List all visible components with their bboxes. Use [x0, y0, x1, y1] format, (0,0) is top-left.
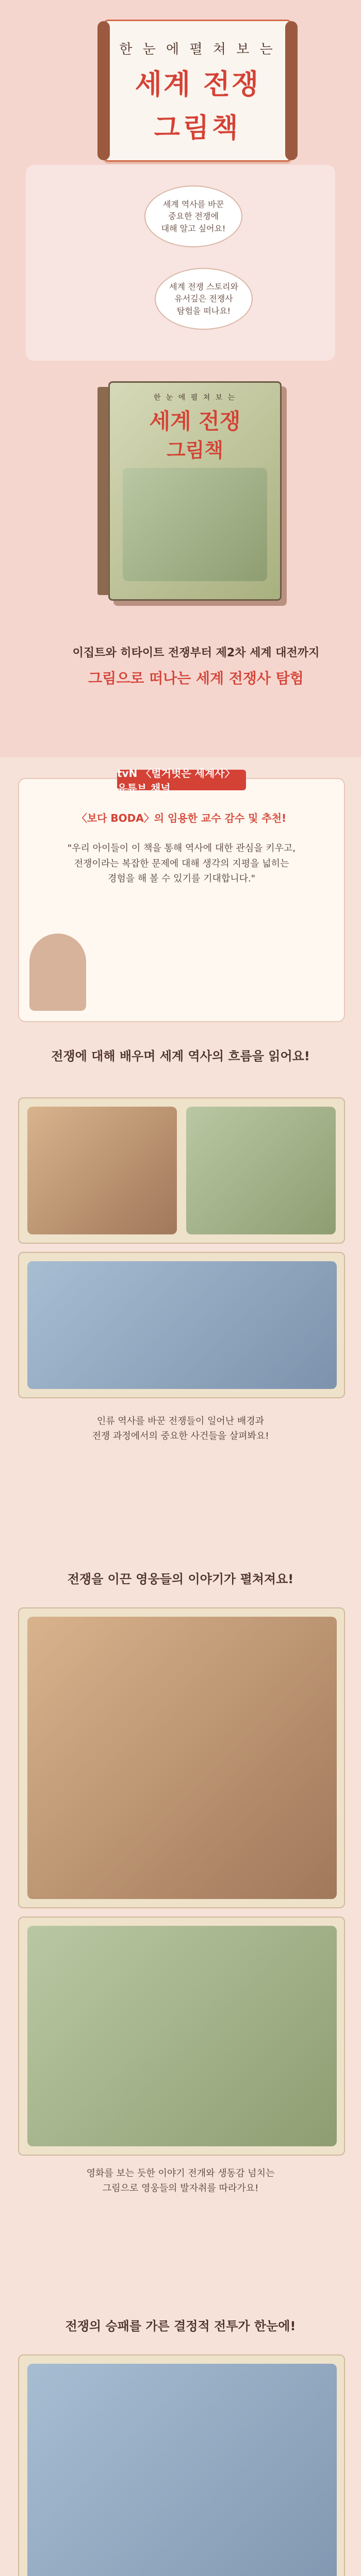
- sample-scene-ancient-war: [27, 1107, 177, 1234]
- recommendation-panel: [18, 767, 345, 1022]
- book-cover-subtitle: 그림책: [166, 439, 224, 462]
- recommendation-quote: "우리 아이들이 이 책을 통해 역사에 대한 관심을 키우고, 전쟁이라는 복잡한 문제에 대해 생각의 지평을 넓히는 경험을 해 볼 수 있기를 기대합니다.": [67, 843, 296, 885]
- sample-scene-naval-battle: [27, 1261, 337, 1389]
- sample-spread-2: [18, 1252, 345, 1398]
- recommendation-subtitle: 〈보다 BODA〉의 임용한 교수 감수 및 추천!: [76, 812, 287, 824]
- sample-spread-1: [18, 1097, 345, 1244]
- book-cover-image: [108, 381, 282, 601]
- hero-story-illustration-2: [27, 1926, 337, 2146]
- hero-story-illustration-1: [27, 1617, 337, 1899]
- recommendation-section: [0, 757, 361, 1087]
- battle-spread-1: [18, 2354, 345, 2576]
- book-cover-title: 세계 전쟁: [149, 409, 241, 434]
- recommender-avatar: [29, 934, 86, 1011]
- recommendation-badge: tvN 〈벌거벗은 세계사〉 유튜브 채널: [117, 770, 246, 790]
- book-cover-battle-illustration: [123, 468, 267, 581]
- book-title-sub: 그림책: [154, 113, 241, 144]
- section-1-caption: 인류 역사를 바꾼 전쟁들이 일어난 배경과 전쟁 과정에서의 중요한 사건들을 살펴봐요!: [92, 1416, 269, 1442]
- title-scroll: [103, 20, 292, 162]
- hero-story-spread-2: [18, 1917, 345, 2156]
- section-2-caption: 영화를 보는 듯한 이야기 전개와 생동감 넘치는 그림으로 영웅들의 발자취를 따라가요!: [86, 2168, 275, 2194]
- sample-scene-battle: [186, 1107, 336, 1234]
- book-cover-series: 한 눈 에 펼 쳐 보 는: [153, 394, 237, 402]
- hero-headline-top: 이집트와 히타이트 전쟁부터 제2차 세계 대전까지: [72, 647, 320, 659]
- hero-inner: [15, 10, 346, 737]
- series-title: 한 눈 에 펼 쳐 보 는: [119, 42, 276, 57]
- speech-bubble-invite: 세계 전쟁 스토리와 유서깊은 전쟁사 탐험을 떠나요!: [155, 268, 253, 330]
- hero-story-spread-1: [18, 1607, 345, 1908]
- book-title-main: 세계 전쟁: [135, 68, 260, 100]
- battle-illustration-1: [27, 2364, 337, 2576]
- hero-headline-bottom: 그림으로 떠나는 세계 전쟁사 탐험: [88, 670, 304, 687]
- section-3-heading: 전쟁의 승패를 가른 결정적 전투가 한눈에!: [65, 2319, 296, 2333]
- section-1-heading: 전쟁에 대해 배우며 세계 역사의 흐름을 읽어요!: [51, 1049, 310, 1063]
- book-spine: [97, 387, 109, 595]
- speech-bubble-question: 세계 역사를 바꾼 중요한 전쟁에 대해 알고 싶어요!: [144, 185, 242, 247]
- hero-section: [0, 0, 361, 757]
- section-2-heading: 전쟁을 이끈 영웅들의 이야기가 펼쳐져요!: [67, 1572, 294, 1586]
